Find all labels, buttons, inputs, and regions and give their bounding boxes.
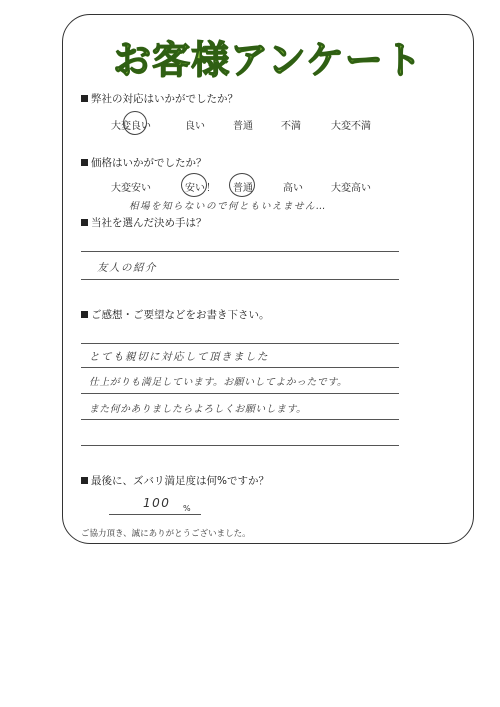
q4-line-2: [81, 367, 399, 368]
q2-selection-circle-normal: [229, 173, 255, 197]
q4-line-5: [81, 445, 399, 446]
q4-handwritten-line-1: とても親切に対応して頂きました: [89, 351, 269, 363]
q2-option-very-cheap: 大変安い: [111, 183, 151, 194]
q4-line-1: [81, 343, 399, 344]
q2-exclamation: ！: [206, 183, 216, 194]
question-5-label: 最後に、ズバリ満足度は何%ですか？: [81, 473, 269, 488]
q3-answer-line-1: [81, 251, 399, 252]
question-3-label: 当社を選んだ決め手は？: [81, 215, 207, 230]
q2-handwritten-note: 相場を知らないので何ともいえません…: [129, 201, 328, 212]
q1-option-very-good: 大変良い: [111, 121, 151, 132]
q4-line-4: [81, 419, 399, 420]
q2-option-expensive: 高い: [283, 183, 303, 194]
q2-selection-circle-cheap: [181, 173, 207, 197]
q4-handwritten-line-3: また何かありましたらよろしくお願いします。: [89, 404, 307, 415]
thank-you-footer: ご協力頂き、誠にありがとうございました。: [81, 529, 251, 539]
q5-percent-unit: %: [183, 504, 193, 513]
q3-answer-line-2: [81, 279, 399, 280]
question-4-label: ご感想・ご要望などをお書き下さい。: [81, 307, 270, 322]
survey-sheet: [62, 14, 474, 544]
q3-handwritten-answer: 友人の紹介: [97, 262, 157, 274]
q2-option-normal: 普通: [233, 183, 253, 194]
q2-option-cheap: 安い: [185, 183, 205, 194]
question-1-label: 弊社の対応はいかがでしたか？: [81, 91, 238, 106]
q4-handwritten-line-2: 仕上がりも満足しています。お願いしてよかったです。: [89, 377, 348, 388]
question-2-label: 価格はいかがでしたか？: [81, 155, 207, 170]
q5-answer-line: [109, 514, 201, 515]
q1-option-very-dissatisfied: 大変不満: [331, 121, 371, 132]
q1-option-dissatisfied: 不満: [281, 121, 301, 132]
survey-title: お客様アンケート: [113, 38, 423, 82]
q5-handwritten-answer: 100: [143, 496, 171, 510]
q2-option-very-expensive: 大変高い: [331, 183, 371, 194]
q1-option-good: 良い: [185, 121, 205, 132]
q1-option-normal: 普通: [233, 121, 253, 132]
q4-line-3: [81, 393, 399, 394]
q1-selection-circle: [123, 111, 147, 135]
